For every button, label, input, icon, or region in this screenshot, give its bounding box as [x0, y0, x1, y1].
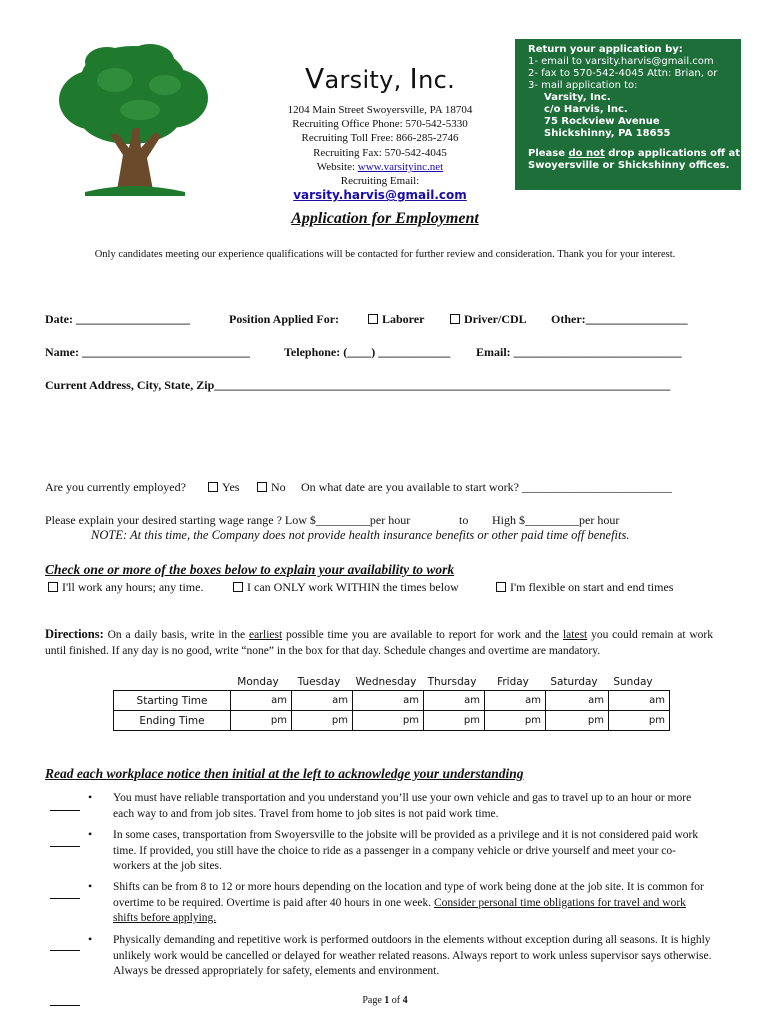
monday-end-cell[interactable]: pm: [231, 711, 292, 731]
ending-time-label: Ending Time: [114, 711, 231, 731]
date-field[interactable]: Date: ___________________: [45, 312, 190, 326]
website-link[interactable]: www.varsityinc.net: [357, 160, 444, 173]
initial-blank-2[interactable]: [50, 846, 80, 847]
no-checkbox[interactable]: [257, 482, 267, 492]
tuesday-start-cell[interactable]: am: [292, 691, 353, 711]
day-header-thursday: Thursday: [427, 676, 477, 688]
friday-end-cell[interactable]: pm: [485, 711, 546, 731]
notice-shifts: Shifts can be from 8 to 12 or more hours depending on the location and type of work being done at the job site. It is common for overtime to be required. Overtime is paid after 40 hours in one week. Consider personal time obligations for travel and work shifts before applying.: [113, 881, 704, 924]
company-fax: Recruiting Fax: 570-542-4045: [313, 146, 447, 159]
initial-blank-4[interactable]: [50, 950, 80, 951]
wage-high-field[interactable]: High $_________per hour: [492, 513, 620, 527]
schedule-table: [113, 690, 670, 731]
bullet-icon: •: [88, 879, 93, 893]
bullet-icon: •: [88, 932, 93, 946]
other-field[interactable]: Other:_________________: [551, 312, 688, 326]
yes-checkbox[interactable]: [208, 482, 218, 492]
day-header-sunday: Sunday: [613, 676, 653, 688]
wage-low-field[interactable]: Please explain your desired starting wage range ? Low $_________per hour: [45, 513, 411, 527]
initial-blank-1[interactable]: [50, 810, 80, 811]
address-field[interactable]: Current Address, City, State, Zip____________________________________________________________________________: [45, 378, 671, 392]
within-times-checkbox[interactable]: [233, 582, 243, 592]
email-link[interactable]: varsity.harvis@gmail.com: [293, 188, 467, 203]
company-header: [255, 62, 505, 203]
name-field[interactable]: Name: ____________________________: [45, 345, 250, 359]
directions-text: Directions: On a daily basis, write in the earliest possible time you are available to report for work and the latest you could remain at work until finished. If any day is no good, write “none” in the box for that day. Schedule changes and overtime are mandatory.: [45, 627, 713, 657]
ending-time-row: [114, 711, 670, 731]
sunday-end-cell[interactable]: pm: [609, 711, 670, 731]
friday-start-cell[interactable]: am: [485, 691, 546, 711]
return-note: Please do not drop applications off at Swoyersville or Shickshinny offices.: [528, 148, 741, 171]
email-field[interactable]: Email: ____________________________: [476, 345, 682, 359]
position-label: Position Applied For:: [229, 312, 340, 326]
wednesday-start-cell[interactable]: am: [353, 691, 424, 711]
notices-heading: Read each workplace notice then initial at the left to acknowledge your understanding: [45, 766, 524, 781]
laborer-option[interactable]: Laborer: [368, 312, 424, 327]
saturday-start-cell[interactable]: am: [546, 691, 609, 711]
company-address: 1204 Main Street Swoyersville, PA 18704: [287, 104, 473, 116]
initial-blank-3[interactable]: [50, 898, 80, 899]
availability-any-option[interactable]: I'll work any hours; any time.: [48, 580, 203, 595]
wage-to-label: to: [459, 513, 469, 527]
company-website-line: Website: www.varsityinc.net: [316, 160, 444, 173]
availability-heading: Check one or more of the boxes below to explain your availability to work: [45, 562, 455, 577]
company-tollfree: Recruiting Toll Free: 866-285-2746: [301, 132, 459, 145]
sunday-start-cell[interactable]: am: [609, 691, 670, 711]
return-instructions-box: Return your application by: 1- email to varsity.harvis@gmail.com 2- fax to 570-542-4045 Attn: Brian, or 3- mail application to: Varsity, Inc. c/o Harvis, Inc. 75 Rockview Avenue Shickshinny, PA 18655 Please do not drop applications off at Swoyersville or Shickshinny offices.: [515, 39, 741, 190]
day-header-tuesday: Tuesday: [297, 676, 341, 688]
monday-start-cell[interactable]: am: [231, 691, 292, 711]
day-header-monday: Monday: [237, 676, 279, 688]
employed-yes-option[interactable]: Yes: [208, 480, 239, 495]
thursday-end-cell[interactable]: pm: [424, 711, 485, 731]
employed-question: Are you currently employed?: [45, 480, 186, 494]
tree-logo: [55, 40, 210, 200]
laborer-checkbox[interactable]: [368, 314, 378, 324]
driver-checkbox[interactable]: [450, 314, 460, 324]
availability-flexible-option[interactable]: I'm flexible on start and end times: [496, 580, 673, 595]
company-phone: Recruiting Office Phone: 570-542-5330: [292, 118, 468, 131]
bullet-icon: •: [88, 827, 93, 841]
day-header-friday: Friday: [497, 676, 529, 688]
company-email-line: Recruiting Email: varsity.harvis@gmail.com: [293, 175, 467, 203]
page-footer: Page 1 of 4: [362, 995, 408, 1006]
wednesday-end-cell[interactable]: pm: [353, 711, 424, 731]
any-hours-checkbox[interactable]: [48, 582, 58, 592]
driver-option[interactable]: Driver/CDL: [450, 312, 527, 327]
notice-transportation: You must have reliable transportation and you understand you’ll use your own vehicle and gas to travel up to an hour or more each way to and from job sites. Travel from home to job sites is not paid work time.: [113, 792, 692, 820]
saturday-end-cell[interactable]: pm: [546, 711, 609, 731]
page-title: Application for Employment: [291, 210, 479, 227]
starting-time-label: Starting Time: [114, 691, 231, 711]
start-date-field[interactable]: On what date are you available to start work? _________________________: [301, 480, 672, 494]
tuesday-end-cell[interactable]: pm: [292, 711, 353, 731]
starting-time-row: [114, 691, 670, 711]
company-name: Varsity, Inc.: [305, 62, 455, 95]
thursday-start-cell[interactable]: am: [424, 691, 485, 711]
notice-physical-work: Physically demanding and repetitive work is performed outdoors in the elements without exception during all seasons. It is highly unlikely work would be cancelled or delayed for weather related reasons. Always report to work unless supervisor says otherwise. Always be dressed appropriately for safety, elements and environment.: [113, 934, 712, 977]
availability-within-option[interactable]: I can ONLY work WITHIN the times below: [233, 580, 459, 595]
intro-text: Only candidates meeting our experience qualifications will be contacted for further review and consideration. Thank you for your interest.: [94, 249, 676, 260]
flexible-checkbox[interactable]: [496, 582, 506, 592]
employed-no-option[interactable]: No: [257, 480, 286, 495]
day-header-saturday: Saturday: [550, 676, 598, 688]
day-header-wednesday: Wednesday: [355, 676, 417, 688]
bullet-icon: •: [88, 790, 93, 804]
notice-company-ride: In some cases, transportation from Swoyersville to the jobsite will be provided as a privilege and it is not considered paid work time. If provided, you still have the choice to ride as a passenger in a company vehicle or drive yourself and meet your co-workers at the job sites.: [113, 829, 699, 872]
benefits-note: NOTE: At this time, the Company does not provide health insurance benefits or other paid time off benefits.: [91, 528, 630, 542]
telephone-field[interactable]: Telephone: (____) ____________: [284, 345, 451, 359]
